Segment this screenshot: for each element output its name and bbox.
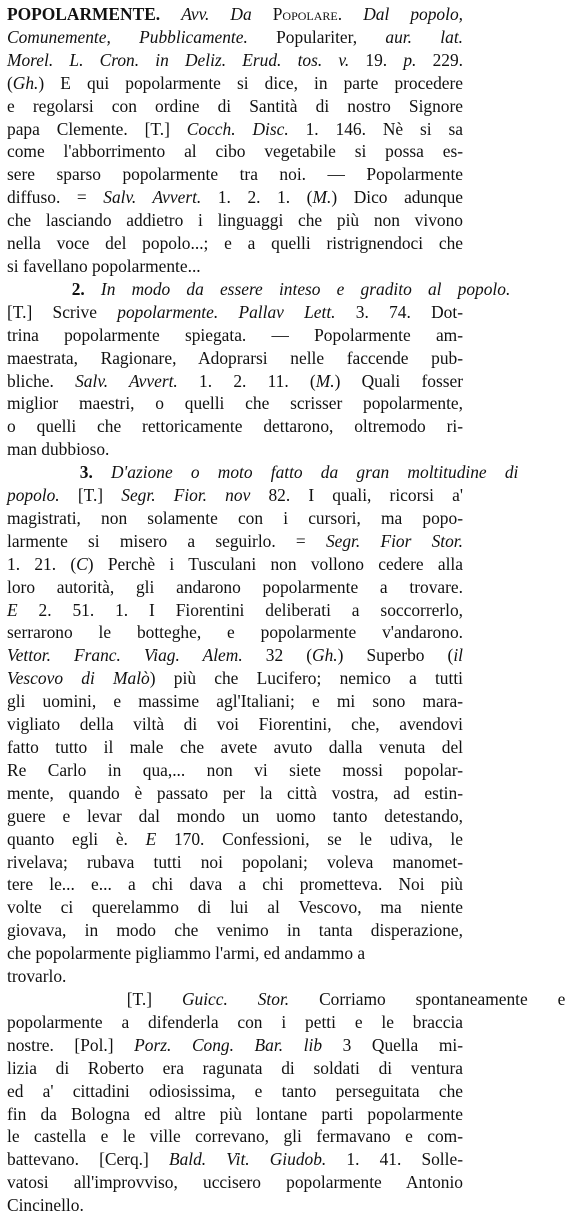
text-segment: ) Perchè i Tusculani non vollono cedere alla	[87, 553, 463, 574]
text-line	[7, 576, 463, 599]
text-line	[7, 140, 463, 163]
text-line	[7, 301, 463, 324]
text-segment: si favellano popolarmente...	[7, 255, 201, 276]
text-segment: giovava, in modo che venimo in tanta disperazione,	[7, 920, 463, 941]
dictionary-entry-popolarmente	[7, 3, 565, 1217]
text-segment: T.	[132, 988, 147, 1009]
text-line	[7, 965, 463, 988]
text-segment: mente, quando è passato per la città vostra, ad estin-	[7, 782, 463, 803]
text-segment: trovarlo.	[7, 966, 67, 987]
text-line	[7, 851, 463, 874]
text-segment: ) E qui popolarmente si dice, in parte procedere	[38, 72, 463, 93]
text-line	[7, 347, 463, 370]
text-segment: popolarmente a difenderla con i petti e le braccia	[7, 1011, 463, 1032]
text-segment: lizia di Roberto era ragunata di soldati di ventura	[7, 1057, 463, 1078]
text-segment: ) Superbo (	[337, 645, 454, 666]
italic-text: p.	[403, 49, 433, 70]
text-segment: rivelava; rubava tutti noi popolani; voleva manomet-	[7, 851, 463, 872]
text-line	[7, 1034, 463, 1057]
italic-text: D'azione o moto fatto da gran moltitudine di	[111, 462, 519, 483]
italic-text: M.	[312, 187, 332, 208]
text-segment: Corriamo spontaneamente e	[319, 988, 565, 1009]
text-segment: .	[337, 4, 364, 24]
text-segment: 1. 2. 1. (	[217, 187, 313, 208]
italic-text: Gh.	[12, 72, 39, 93]
text-line	[7, 1171, 463, 1194]
text-line	[7, 392, 463, 415]
text-segment: 1. 2. 11. (	[199, 370, 316, 391]
text-segment: T.	[150, 118, 165, 139]
text-segment: [	[7, 301, 13, 322]
text-segment: guere e levar dal mondo un uomo tanto detestando,	[7, 805, 463, 826]
text-line	[7, 988, 565, 1011]
text-line	[7, 1194, 463, 1217]
text-line	[7, 736, 463, 759]
text-line	[7, 370, 463, 393]
text-line	[7, 72, 463, 95]
text-segment: vigliato della viltà di voi Fiorentini, che, avendovi	[7, 714, 463, 735]
italic-text: Segr. Fior. nov	[121, 485, 269, 506]
italic-text: Vescovo di Malò	[7, 668, 150, 689]
text-line	[7, 461, 519, 484]
text-segment: 3. 74. Dot-	[355, 301, 463, 322]
italic-text: aur. lat.	[385, 26, 463, 47]
text-segment: ]	[146, 988, 182, 1009]
text-segment: ) più che Lucifero; nemico a tutti	[149, 668, 463, 689]
text-line	[7, 690, 463, 713]
italic-text: M.	[315, 370, 335, 391]
headword: POPOLARMENTE.	[7, 4, 182, 24]
italic-text: E	[145, 828, 174, 849]
text-segment: loro autorità, gli andarono popolarmente a trovare.	[7, 576, 463, 597]
text-line	[7, 26, 463, 49]
text-segment: ) Dico adunque	[331, 187, 463, 208]
headword: 2.	[7, 278, 101, 299]
italic-text: Guicc. Stor.	[181, 988, 320, 1009]
text-segment: larmente si misero a seguirlo. =	[7, 530, 326, 551]
text-segment: ] Scrive	[26, 301, 118, 322]
italic-text: Salv. Avvert.	[103, 187, 218, 208]
italic-text: E	[7, 599, 39, 620]
italic-text: Vettor. Franc. Viag. Alem.	[7, 645, 266, 666]
text-line	[7, 507, 463, 530]
italic-text: Salv. Avvert.	[75, 370, 200, 391]
text-line	[7, 415, 463, 438]
text-segment: 19.	[365, 49, 404, 70]
text-segment: 2. 51. 1. I Fiorentini deliberati a soccorrerlo,	[38, 599, 463, 620]
italic-text: Gh.	[312, 645, 338, 666]
text-segment: nostre. [Pol.]	[7, 1034, 135, 1055]
italic-text: Avv. Da	[181, 4, 273, 24]
text-segment: bliche.	[7, 370, 76, 391]
text-segment: Populariter,	[276, 26, 386, 47]
text-line	[7, 667, 463, 690]
text-line	[7, 896, 463, 919]
text-line	[7, 438, 463, 461]
text-line	[7, 805, 463, 828]
text-segment: magistrati, non solamente con i cursori, ma popo-	[7, 507, 463, 528]
text-segment: fin da Bologna ed altre più lontane parti popolarmente	[7, 1103, 463, 1124]
text-line	[7, 530, 463, 553]
text-line	[7, 553, 463, 576]
text-line	[7, 95, 463, 118]
text-segment: le castella e le ville correvano, gli fermavano e com-	[7, 1126, 463, 1147]
text-segment: diffuso. =	[7, 187, 104, 208]
text-line	[7, 3, 463, 26]
headword: 3.	[7, 462, 111, 483]
text-segment: [	[77, 485, 84, 506]
text-line	[7, 782, 463, 805]
text-segment: e regolarsi con ordine di Santità di nostro Signore	[7, 95, 463, 116]
text-segment: maestrata, Ragionare, Adoprarsi nelle faccende pub-	[7, 347, 463, 368]
text-line	[7, 1080, 463, 1103]
text-segment: volte ci querelammo di lui al Vescovo, ma niente	[7, 897, 463, 918]
text-line	[7, 209, 463, 232]
text-segment: Popolare	[272, 4, 338, 24]
text-segment: 1. 41. Solle-	[346, 1149, 463, 1170]
text-segment: 82. I quali, ricorsi a'	[268, 485, 463, 506]
text-segment: o quelli che rettoricamente dettarono, oltremodo ri-	[7, 416, 463, 437]
text-segment: 1. 21. (	[7, 553, 77, 574]
text-segment: Cincinello.	[7, 1195, 84, 1216]
italic-text: C	[76, 553, 88, 574]
text-line	[7, 255, 463, 278]
italic-text: Porz. Cong. Bar. lib	[134, 1034, 343, 1055]
italic-text: Comunemente, Pubblicamente.	[7, 26, 277, 47]
text-segment: fatto tutto il male che avete avuto dalla venuta del	[7, 737, 463, 757]
text-line	[7, 278, 511, 301]
text-line	[7, 1011, 463, 1034]
text-segment: miglior maestri, o quelli che scrisser popolarmente,	[7, 393, 463, 414]
text-line	[7, 942, 463, 965]
text-segment: ed a' cittadini odiosissima, e tanto perseguitata che	[7, 1080, 463, 1101]
text-line	[7, 49, 463, 72]
text-line	[7, 1103, 463, 1126]
text-segment: [	[7, 988, 133, 1009]
text-segment: Re Carlo in qua,... non vi siete mossi popolar-	[7, 759, 463, 780]
text-line	[7, 186, 463, 209]
text-line	[7, 873, 463, 896]
text-line	[7, 759, 463, 782]
italic-text: Morel. L. Cron. in Deliz. Erud. tos. v.	[7, 49, 366, 70]
text-line	[7, 1057, 463, 1080]
italic-text: il	[453, 645, 463, 666]
text-line	[7, 324, 463, 347]
text-segment: gli uomini, e massime agl'Italiani; e mi sono mara-	[7, 691, 463, 712]
text-segment: quanto egli è.	[7, 828, 146, 849]
text-segment: serrarono le botteghe, e popolarmente v'andarono.	[7, 622, 463, 643]
text-segment: che popolarmente pigliammo l'armi, ed andammo a	[7, 943, 366, 964]
text-line	[7, 828, 463, 851]
text-line	[7, 1125, 463, 1148]
text-segment: 3 Quella mi-	[342, 1034, 463, 1055]
text-segment: 229.	[432, 49, 464, 70]
text-segment: come l'abborrimento al cibo vegetabile si possa es-	[7, 141, 463, 162]
text-segment: papa Clemente. [	[7, 118, 151, 139]
text-line	[7, 919, 463, 942]
text-line	[7, 644, 463, 667]
text-segment: 1. 146. Nè si sa	[305, 118, 463, 139]
text-segment: 170. Confessioni, se le udiva, le	[173, 828, 463, 849]
text-line	[7, 232, 463, 255]
text-segment: T.	[83, 485, 98, 506]
text-line	[7, 484, 463, 507]
text-line	[7, 599, 463, 622]
text-segment: ) Quali fosser	[334, 370, 464, 391]
text-segment: ]	[97, 485, 122, 506]
text-line	[7, 713, 463, 736]
italic-text: popolarmente. Pallav Lett.	[117, 301, 356, 322]
text-line	[7, 621, 463, 644]
text-line	[7, 118, 463, 141]
italic-text: popolo.	[7, 485, 78, 506]
text-segment: tere le... e... a chi dava a chi prometteva. Noi più	[7, 874, 463, 895]
italic-text: Dal popolo,	[363, 4, 463, 24]
text-segment: 32 (	[265, 645, 313, 666]
text-segment: trina popolarmente spiegata. — Popolarmente am-	[7, 324, 463, 345]
text-segment: ]	[164, 118, 187, 139]
text-line	[7, 1148, 463, 1171]
italic-text: Bald. Vit. Giudob.	[168, 1149, 347, 1170]
text-segment: che lasciando addietro i linguaggi che più non vivono	[7, 210, 463, 231]
text-segment: battevano. [Cerq.]	[7, 1149, 169, 1170]
italic-text: In modo da essere inteso e gradito al popolo.	[100, 278, 511, 299]
text-segment: (	[7, 72, 13, 93]
italic-text: Segr. Fior Stor.	[325, 530, 463, 551]
text-segment: sere sparso popolarmente tra noi. — Popolarmente	[7, 164, 463, 185]
text-segment: T.	[12, 301, 27, 322]
text-line	[7, 163, 463, 186]
italic-text: Cocch. Disc.	[186, 118, 306, 139]
text-segment: vatosi all'improvviso, uccisero popolarmente Antonio	[7, 1172, 463, 1193]
text-segment: nella voce del popolo...; e a quelli ristrignendoci che	[7, 233, 463, 254]
text-segment: man dubbioso.	[7, 439, 110, 460]
